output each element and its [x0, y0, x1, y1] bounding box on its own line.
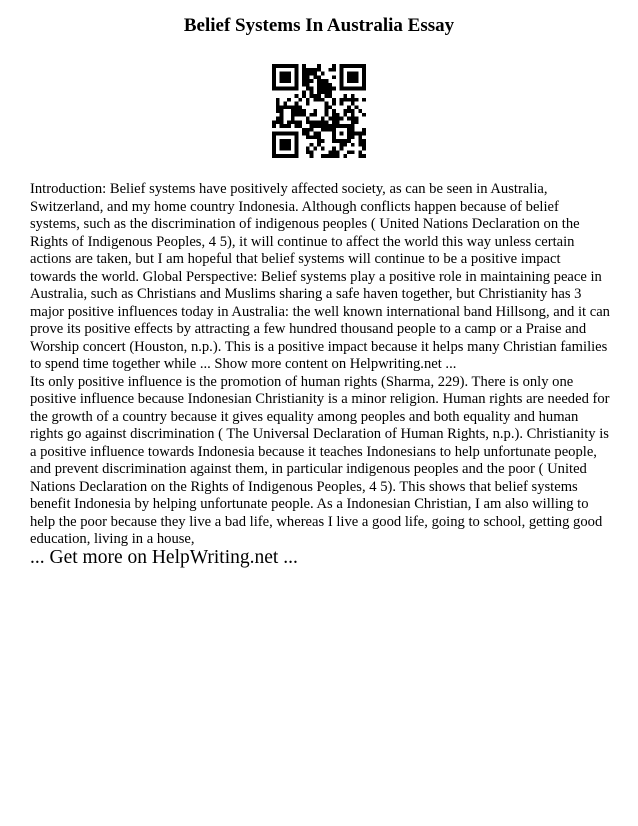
qr-code-icon — [272, 64, 366, 158]
page-title: Belief Systems In Australia Essay — [183, 15, 455, 36]
essay-paragraph-1: Introduction: Belief systems have positively affected society, as can be seen in Australia, Switzerland, and my home country Indonesia. Although conflicts happen because of belief systems, such as the discrimination of indigenous peoples ( United Nations Declaration on the Rights of Indigenous Peoples, 4 5), it will continue to affect the world this way unless certain actions are taken, but I am hopeful that belief systems will continue to be a positive impact towards the world. Global Perspective: Belief systems play a positive role in maintaining peace in Australia, such as Christians and Muslims sharing a safe haven together, but Christianity has 3 major positive influences today in Australia: the well known international band Hillsong, and it can prove its positive effects by attracting a few hundred thousand people to a camp or a Praise and Worship concert (Houston, n.p.). This is a positive impact because it helps many Christian families to spend time together while ... Show more content on Helpwriting.net ... — [30, 181, 610, 372]
get-more-link[interactable]: ... Get more on HelpWriting.net ... — [30, 547, 298, 568]
essay-body — [30, 181, 610, 549]
essay-paragraph-2: Its only positive influence is the promotion of human rights (Sharma, 229). There is only one positive influence because Indonesian Christianity is a minor religion. Human rights are needed for the growth of a country because it gives equality among peoples and both equality and human rights go against discrimination ( The Universal Declaration of Human Rights, n.p.). Christianity is a positive influence towards Indonesia because it teaches Indonesians to help unfortunate people, and prevent discrimination against them, in particular indigenous peoples and the poor ( United Nations Declaration on the Rights of Indigenous Peoples, 4 5). This shows that belief systems benefit Indonesia by helping unfortunate people. As a Indonesian Christian, I am also willing to help the poor because they live a bad life, whereas I live a good life, going to school, getting good education, living in a house, — [30, 373, 610, 547]
